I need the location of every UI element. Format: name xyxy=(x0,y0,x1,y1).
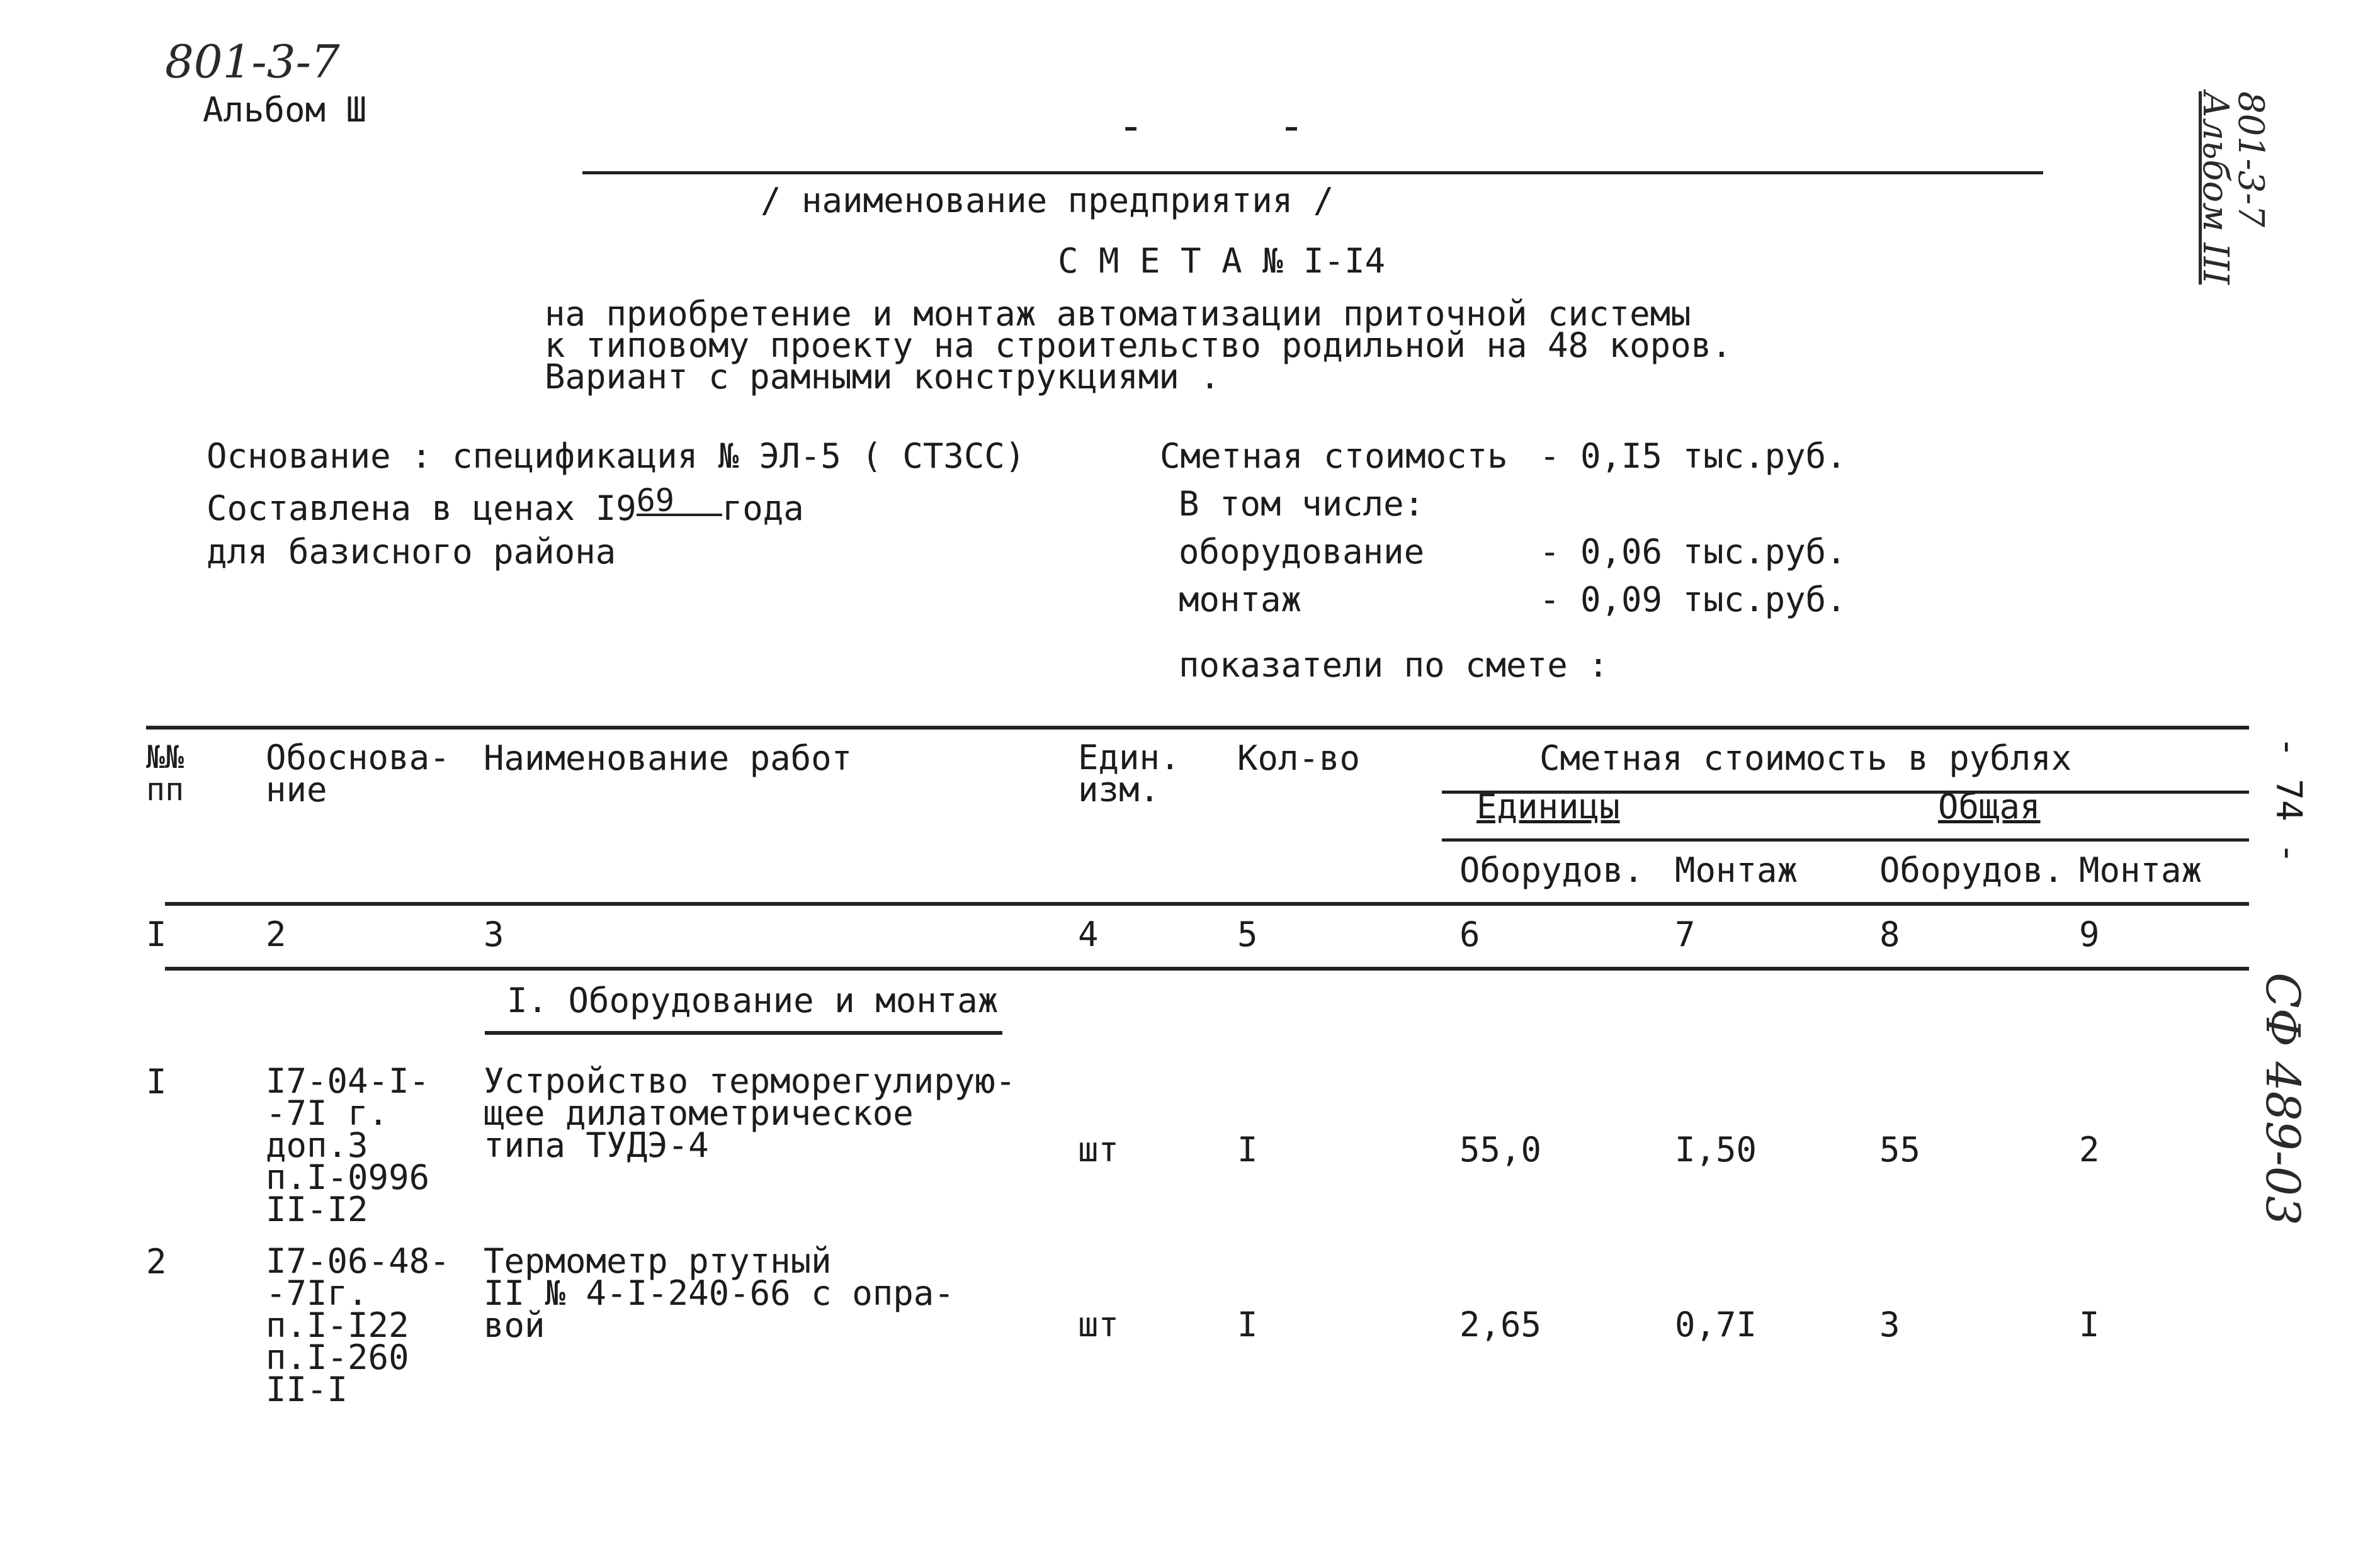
header-unit-equipment: Оборудов. xyxy=(1459,850,1644,890)
colnum-4: 4 xyxy=(1078,915,1099,954)
row-unit-install: I,50 xyxy=(1675,1130,1757,1169)
header-total-group: Общая xyxy=(1938,787,2041,826)
subtitle-line-3: Вариант с рамными конструкциями . xyxy=(545,357,1220,397)
estimate-title: С М Е Т А № I-I4 xyxy=(1058,241,1386,281)
section-title: I. Оборудование и монтаж xyxy=(507,981,999,1020)
header-bottom-rule xyxy=(165,902,2249,906)
basis-line-2 xyxy=(207,482,804,528)
row-basis: I7-06-48- -7Iг. п.I-I22 п.I-260 II-I xyxy=(266,1241,450,1409)
side-code: СФ 489-03 xyxy=(2255,972,2309,1226)
corner-album: Альбом Ш xyxy=(203,90,367,130)
side-stamp-album: Альбом III xyxy=(2195,91,2236,285)
header-qty: Кол-во xyxy=(1237,738,1361,778)
row-num: I xyxy=(146,1062,167,1102)
install-value: - 0,09 тыс.руб. xyxy=(1539,580,1847,619)
row-unit-equipment: 55,0 xyxy=(1459,1130,1542,1169)
basis-prefix: Составлена в ценах I9 xyxy=(207,488,637,528)
colnum-3: 3 xyxy=(484,915,504,954)
total-cost-label: Сметная стоимость xyxy=(1160,436,1508,476)
header-unit: Един. изм. xyxy=(1078,738,1181,809)
basis-suffix: года xyxy=(722,488,804,528)
corner-code: 801-3-7 xyxy=(165,35,340,88)
subtitle-line-2: к типовому проекту на строительство родильной на 48 коров. xyxy=(545,325,1732,365)
row-unit-install: 0,7I xyxy=(1675,1305,1757,1344)
header-total-install: Монтаж xyxy=(2079,850,2202,890)
colnum-7: 7 xyxy=(1675,915,1696,954)
header-name: Наименование работ xyxy=(484,738,853,778)
row-unit: шт xyxy=(1078,1130,1119,1169)
page-number: - 74 - xyxy=(2268,736,2309,864)
colnum-5: 5 xyxy=(1237,915,1258,954)
estimate-subtitle xyxy=(545,294,1732,397)
total-cost-value: - 0,I5 тыс.руб. xyxy=(1539,436,1847,476)
header-total-equipment: Оборудов. xyxy=(1879,850,2064,890)
including-label: В том числе: xyxy=(1179,484,1425,524)
colnum-6: 6 xyxy=(1459,915,1480,954)
header-num: №№ пп xyxy=(146,739,184,808)
row-name: Устройство терморегулирую- щее дилатометрическое типа ТУДЭ-4 xyxy=(484,1061,1016,1165)
enterprise-line xyxy=(582,171,2043,174)
top-dash-right: - xyxy=(1278,100,1305,152)
row-basis: I7-04-I- -7I г. доп.3 п.I-0996 II-I2 xyxy=(266,1061,430,1229)
row-qty: I xyxy=(1237,1130,1258,1169)
row-total-install: 2 xyxy=(2079,1130,2100,1169)
header-cost: Сметная стоимость в рублях xyxy=(1539,738,2072,778)
table-top-rule xyxy=(146,726,2249,730)
section-title-underline xyxy=(485,1031,1002,1035)
colnum-9: 9 xyxy=(2079,915,2100,954)
row-name: Термометр ртутный II № 4-I-240-66 с опра- вой xyxy=(484,1241,955,1345)
header-basis: Обоснова- ние xyxy=(266,738,450,809)
subtitle-line-1: на приобретение и монтаж автоматизации приточной системы xyxy=(545,294,1691,334)
colnum-2: 2 xyxy=(266,915,286,954)
enterprise-label: / наименование предприятия / xyxy=(761,181,1334,220)
colnum-bottom-rule xyxy=(165,967,2249,971)
basis-year: 69 xyxy=(637,487,722,516)
side-stamp-code: 801-3-7 xyxy=(2230,91,2271,227)
header-unit-install: Монтаж xyxy=(1675,850,1798,890)
side-stamp xyxy=(2195,91,2271,285)
equipment-label: оборудование xyxy=(1179,532,1425,572)
row-total-equipment: 3 xyxy=(1879,1305,1900,1344)
row-total-equipment: 55 xyxy=(1879,1130,1921,1169)
basis-line-1: Основание : спецификация № ЭЛ-5 ( СТЗСС) xyxy=(207,436,1026,476)
indicators-label: показатели по смете : xyxy=(1179,645,1609,685)
colnum-1: I xyxy=(146,915,167,954)
colnum-8: 8 xyxy=(1879,915,1900,954)
subcol-rule xyxy=(1442,838,2249,842)
basis-line-3: для базисного района xyxy=(207,532,616,572)
install-label: монтаж xyxy=(1179,580,1302,619)
row-qty: I xyxy=(1237,1305,1258,1344)
row-unit-equipment: 2,65 xyxy=(1459,1305,1542,1344)
equipment-value: - 0,06 тыс.руб. xyxy=(1539,532,1847,572)
row-num: 2 xyxy=(146,1242,167,1282)
header-unit-group: Единицы xyxy=(1476,787,1620,826)
row-total-install: I xyxy=(2079,1305,2100,1344)
top-dash-left: - xyxy=(1118,100,1145,152)
row-unit: шт xyxy=(1078,1305,1119,1344)
